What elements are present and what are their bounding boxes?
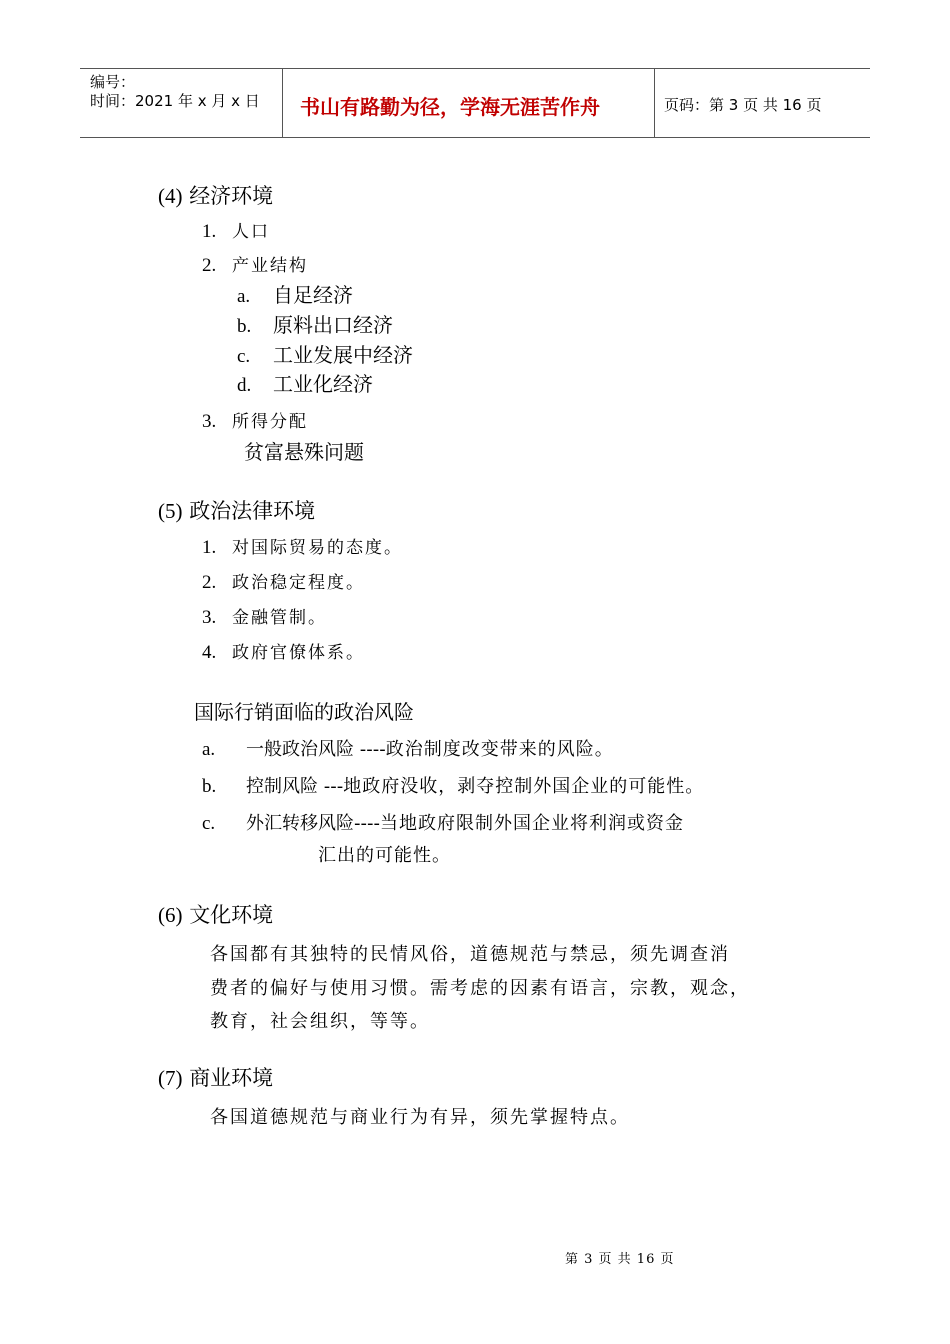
risk-item: c. 外汇转移风险----当地政府限制外国企业将利润或资金: [202, 813, 684, 834]
header-motto: 书山有路勤为径，学海无涯苦作舟: [300, 95, 600, 119]
list-item: 2. 政治稳定程度。: [202, 572, 365, 593]
note-text: 贫富悬殊问题: [244, 440, 364, 464]
page-header: [80, 68, 870, 138]
risk-item-continuation: 汇出的可能性。: [318, 845, 451, 866]
section-number: (5): [158, 499, 183, 523]
list-item: 2. 产业结构: [202, 255, 308, 276]
paragraph-line: 各国都有其独特的民情风俗，道德规范与禁忌，须先调查消: [210, 944, 730, 965]
paragraph-line: 费者的偏好与使用习惯。需考虑的因素有语言，宗教，观念，: [210, 978, 750, 999]
section-heading-economic: [158, 180, 273, 210]
header-divider: [282, 69, 283, 137]
section-title: 政治法律环境: [189, 499, 316, 523]
sub-list-item: a. 自足经济: [237, 283, 353, 307]
risk-heading: 国际行销面临的政治风险: [194, 700, 414, 724]
paragraph-line: 教育，社会组织，等等。: [210, 1011, 430, 1032]
risk-item: a. 一般政治风险 ----政治制度改变带来的风险。: [202, 739, 614, 760]
list-item: 4. 政府官僚体系。: [202, 642, 365, 663]
section-title: 商业环境: [189, 1066, 274, 1090]
header-divider: [654, 69, 655, 137]
sub-list-item: d. 工业化经济: [237, 372, 373, 396]
section-number: (7): [158, 1066, 183, 1090]
list-item: 3. 金融管制。: [202, 607, 327, 628]
section-number: (6): [158, 903, 183, 927]
header-code: 编号：: [90, 73, 136, 91]
list-item: 3. 所得分配: [202, 411, 308, 432]
section-title: 文化环境: [189, 903, 274, 927]
section-number: (4): [158, 184, 183, 208]
page-footer: 第 3 页 共 16 页: [565, 1252, 675, 1267]
section-title: 经济环境: [189, 184, 274, 208]
section-heading-business: [158, 1062, 273, 1092]
sub-list-item: c. 工业发展中经济: [237, 343, 413, 367]
list-item: 1. 对国际贸易的态度。: [202, 537, 403, 558]
sub-list-item: b. 原料出口经济: [237, 313, 393, 337]
header-page-info: 页码：第 3 页 共 16 页: [664, 96, 822, 114]
list-item: 1. 人口: [202, 221, 270, 242]
section-heading-political: [158, 495, 315, 525]
section-heading-cultural: [158, 899, 273, 929]
paragraph-line: 各国道德规范与商业行为有异，须先掌握特点。: [210, 1107, 630, 1128]
header-time: 时间：2021 年 x 月 x 日: [90, 92, 260, 110]
risk-item: b. 控制风险 ---地政府没收，剥夺控制外国企业的可能性。: [202, 776, 705, 797]
